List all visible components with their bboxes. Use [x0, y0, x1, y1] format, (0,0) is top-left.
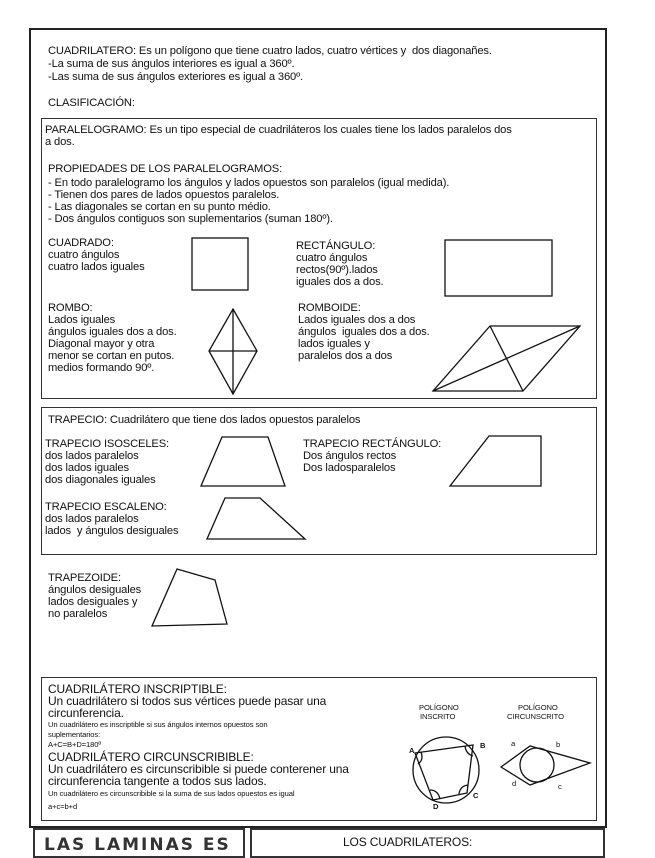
isosceles-line-2: dos lados iguales [45, 462, 129, 474]
inscriptible-line-1: Un cuadrilátero si todos sus vértices puede pasar una [48, 694, 327, 708]
square-line-2: cuatro lados iguales [48, 261, 145, 273]
property-2: - Tienen dos pares de lados opuestos paralelos. [48, 189, 280, 201]
square-line-1: cuatro ángulos [48, 249, 120, 261]
vertex-b: B [480, 741, 486, 750]
property-4: - Dos ángulos contiguos son suplementarios (suman 180º). [48, 213, 333, 225]
rhomboid-line-2: ángulos iguales dos a dos. [298, 326, 430, 338]
rhombus-line-4: menor se cortan en putos. [48, 350, 175, 362]
rhombus-line-2: ángulos iguales dos a dos. [48, 326, 177, 338]
circunscribible-line-2: circunferencia tangente a todos sus lados. [48, 774, 267, 788]
properties-title: PROPIEDADES DE LOS PARALELOGRAMOS: [48, 163, 283, 175]
rhomboid-line-4: paralelos dos a dos [298, 350, 393, 362]
inscriptible-small-1: Un cuadrilátero es inscriptible si sus ángulos internos opuestos son [48, 720, 268, 729]
inscriptible-small-2: suplementarios: [48, 730, 101, 739]
scalene-line-2: lados y ángulos desiguales [45, 525, 179, 537]
square-title: CUADRADO: [48, 237, 114, 249]
right-trapezium-line-1: Dos ángulos rectos [303, 450, 397, 462]
inscriptible-formula: A+C=B+D=180º [48, 740, 102, 749]
rhomboid-title: ROMBOIDE: [298, 302, 361, 314]
inscriptible-line-2: circunferencia. [48, 706, 124, 720]
circumscribed-label-2: CIRCUNSCRITO [507, 712, 564, 721]
circunscribible-title: CUADRILÁTERO CIRCUNSCRIBIBLE: [48, 750, 254, 764]
circunscribible-formula: a+c=b+d [48, 802, 78, 811]
right-trapezium-line-2: Dos ladosparalelos [303, 462, 396, 474]
side-c: c [558, 782, 562, 791]
circumscribed-label-1: POLÍGONO [518, 703, 558, 712]
trapezoid-line-3: no paralelos [48, 608, 108, 620]
trapezoid-line-1: ángulos desiguales [48, 584, 142, 596]
parallelogram-definition: PARALELOGRAMO: Es un tipo especial de cuadriláteros los cuales tiene los lados paralelos dos [45, 124, 512, 136]
right-trapezium-title: TRAPECIO RECTÁNGULO: [303, 438, 442, 450]
isosceles-title: TRAPECIO ISOSCELES: [45, 438, 169, 450]
property-3: - Las diagonales se cortan en su punto médio. [48, 201, 271, 213]
intro-interior-angles: -La suma de sus ángulos interiores es igual a 360º. [48, 58, 295, 70]
inscriptible-title: CUADRILÁTERO INSCRIPTIBLE: [48, 682, 227, 696]
rectangle-line-1: cuatro ángulos [296, 252, 368, 264]
isosceles-line-1: dos lados paralelos [45, 450, 139, 462]
rectangle-line-3: iguales dos a dos. [296, 276, 384, 288]
intro-definition: CUADRILATERO: Es un polígono que tiene cuatro lados, cuatro vértices y dos diagonañes. [48, 45, 492, 57]
isosceles-line-3: dos diagonales iguales [45, 474, 156, 486]
trapezoid-line-2: lados desiguales y [48, 596, 138, 608]
circunscribible-line-1: Un cuadrilátero es circunscribible si puede conterener una [48, 762, 349, 776]
rhombus-line-1: Lados iguales [48, 314, 116, 326]
trapezium-definition: TRAPECIO: Cuadrilátero que tiene dos lados opuestos paralelos [48, 414, 361, 426]
trapezoid-title: TRAPEZOIDE: [48, 572, 121, 584]
intro-exterior-angles: -Las suma de sus ángulos exteriores es igual a 360º. [48, 71, 303, 83]
rhombus-line-5: medios formando 90º. [48, 362, 155, 374]
rhombus-title: ROMBO: [48, 302, 93, 314]
classification-heading: CLASIFICACIÓN: [48, 97, 135, 109]
circunscribible-small-1: Un cuadrilátero es circunscribible si la suma de sus lados opuestos es igual [48, 789, 295, 798]
scalene-title: TRAPECIO ESCALENO: [45, 501, 167, 513]
footer-left-banner: LAS LAMINAS ES [44, 835, 231, 855]
rhomboid-line-3: lados iguales y [298, 338, 370, 350]
vertex-c: C [473, 791, 479, 800]
inscribed-label-1: POLÍGONO [419, 703, 459, 712]
side-d: d [512, 779, 517, 788]
footer-right-title: LOS CUADRILATEROS: [343, 835, 473, 849]
rectangle-title: RECTÁNGULO: [296, 240, 376, 252]
side-b: b [556, 740, 561, 749]
parallelogram-definition-cont: a dos. [45, 136, 75, 148]
scalene-line-1: dos lados paralelos [45, 513, 139, 525]
inscribed-label-2: INSCRITO [420, 712, 456, 721]
rhomboid-line-1: Lados iguales dos a dos [298, 314, 416, 326]
vertex-a: A [409, 746, 415, 755]
rhombus-line-3: Diagonal mayor y otra [48, 338, 155, 350]
vertex-d: D [433, 802, 439, 811]
side-a: a [511, 739, 516, 748]
rectangle-line-2: rectos(90º).lados [296, 264, 378, 276]
property-1: - En todo paralelogramo los ángulos y lados opuestos son paralelos (igual medida). [48, 177, 450, 189]
